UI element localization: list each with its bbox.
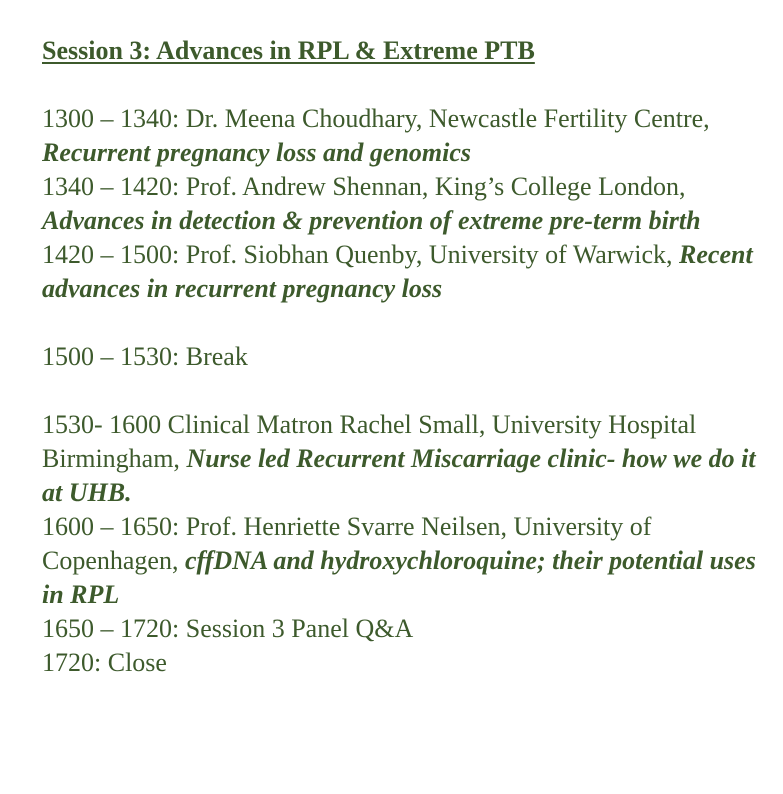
schedule-entry-2	[42, 170, 772, 238]
session-heading: Session 3: Advances in RPL & Extreme PTB	[42, 36, 535, 65]
entry-time: 1600 – 1650:	[42, 512, 180, 541]
entry-time: 1340 – 1420:	[42, 172, 180, 201]
entry-speaker: Break	[179, 342, 248, 371]
entry-talk-title: Recent advances in recurrent pregnancy loss	[42, 240, 753, 303]
spacer	[42, 68, 772, 102]
entry-time: 1420 – 1500:	[42, 240, 180, 269]
spacer	[42, 374, 772, 408]
entry-time: 1650 – 1720:	[42, 614, 180, 643]
schedule-entry-1	[42, 102, 772, 170]
entry-speaker: Session 3 Panel Q&A	[179, 614, 414, 643]
schedule-entry-5	[42, 408, 772, 510]
spacer	[42, 306, 772, 340]
entry-speaker: Dr. Meena Choudhary, Newcastle Fertility Centre,	[179, 104, 710, 133]
entry-speaker: Prof. Henriette Svarre Neilsen, University of Copenhagen,	[42, 512, 652, 575]
schedule-entry-8	[42, 646, 772, 680]
entry-speaker: Prof. Andrew Shennan, King’s College London,	[179, 172, 686, 201]
schedule-entry-7	[42, 612, 772, 646]
entry-time: 1300 – 1340:	[42, 104, 180, 133]
entry-time: 1720:	[42, 648, 102, 677]
entry-speaker: Clinical Matron Rachel Small, University Hospital Birmingham,	[42, 410, 697, 473]
entry-time: 1530- 1600	[42, 410, 162, 439]
entry-talk-title: Recurrent pregnancy loss and genomics	[42, 138, 472, 167]
entry-talk-title: Nurse led Recurrent Miscarriage clinic- how we do it at UHB.	[42, 444, 756, 507]
programme-document	[42, 34, 772, 680]
schedule-entry-4	[42, 340, 772, 374]
entry-talk-title: cffDNA and hydroxychloroquine; their potential uses in RPL	[42, 546, 756, 609]
schedule-entry-3	[42, 238, 772, 306]
entry-speaker: Close	[101, 648, 167, 677]
entry-speaker: Prof. Siobhan Quenby, University of Warwick,	[179, 240, 680, 269]
entry-talk-title: Advances in detection & prevention of extreme pre-term birth	[42, 206, 701, 235]
entry-time: 1500 – 1530:	[42, 342, 180, 371]
schedule-entry-6	[42, 510, 772, 612]
